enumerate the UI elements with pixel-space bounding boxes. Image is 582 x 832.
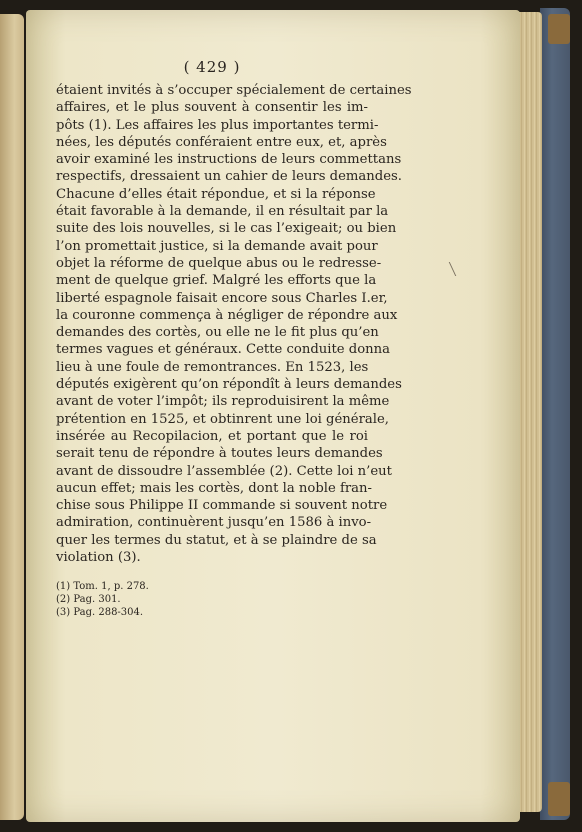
text-line: suite des lois nouvelles, si le cas l’exigeait; ou bien	[56, 221, 397, 237]
text-line: la couronne commença à négliger de répondre aux	[56, 307, 398, 323]
text-line: admiration, continuèrent jusqu’en 1586 à invo-	[56, 515, 372, 531]
book-cover-edge	[540, 8, 570, 820]
text-line: avoir examiné les instructions de leurs commettans	[56, 152, 402, 168]
text-line: chise sous Philippe II commande si souvent notre	[56, 498, 388, 514]
page-number: ( 429 )	[183, 58, 241, 76]
text-line: Chacune d’elles était répondue, et si la réponse	[56, 186, 376, 202]
footnote: (3) Pag. 288-304.	[56, 607, 144, 619]
text-line: l’on promettait justice, si la demande avait pour	[56, 238, 378, 254]
footnotes	[56, 580, 368, 619]
text-line: lieu à une foule de remontrances. En 1523, les	[56, 359, 369, 375]
footnote: (1) Tom. 1, p. 278.	[56, 581, 149, 593]
text-line: liberté espagnole faisait encore sous Charles I.er,	[56, 290, 388, 306]
text-line: objet la réforme de quelque abus ou le redresse-	[56, 255, 382, 271]
text-line: aucun effet; mais les cortès, dont la noble fran-	[56, 480, 372, 496]
text-line: quer les termes du statut, et à se plaindre de sa	[56, 532, 377, 548]
text-line: affaires, et le plus souvent à consentir les im-	[56, 100, 368, 116]
text-line: était favorable à la demande, il en résultait par la	[56, 204, 389, 220]
text-line: députés exigèrent qu’on répondît à leurs demandes	[56, 377, 402, 393]
text-line: termes vagues et généraux. Cette conduite donna	[56, 342, 390, 358]
text-line: ment de quelque grief. Malgré les efforts que la	[56, 273, 377, 289]
text-line: demandes des cortès, ou elle ne le fit plus qu’en	[56, 325, 379, 341]
text-line: respectifs, dressaient un cahier de leurs demandes.	[56, 169, 402, 185]
text-line: étaient invités à s’occuper spécialement de certaines	[56, 83, 412, 98]
footnote: (2) Pag. 301.	[56, 594, 121, 606]
text-line: avant de dissoudre l’assemblée (2). Cette loi n’eut	[56, 463, 392, 479]
cover-corner-top	[548, 14, 570, 44]
facing-page-edge	[0, 14, 24, 820]
text-line: prétention en 1525, et obtinrent une loi générale,	[56, 411, 389, 427]
text-line: serait tenu de répondre à toutes leurs demandes	[56, 446, 383, 462]
body-text	[56, 82, 412, 566]
page-text	[56, 58, 412, 619]
text-line: pôts (1). Les affaires les plus importantes termi-	[56, 117, 379, 133]
text-line: violation (3).	[56, 550, 141, 566]
cover-corner-bottom	[548, 782, 570, 816]
text-line: avant de voter l’impôt; ils reproduisirent la même	[56, 394, 390, 410]
text-line: insérée au Recopilacion, et portant que le roi	[56, 428, 368, 444]
text-line: nées, les députés conféraient entre eux, et, après	[56, 134, 387, 150]
